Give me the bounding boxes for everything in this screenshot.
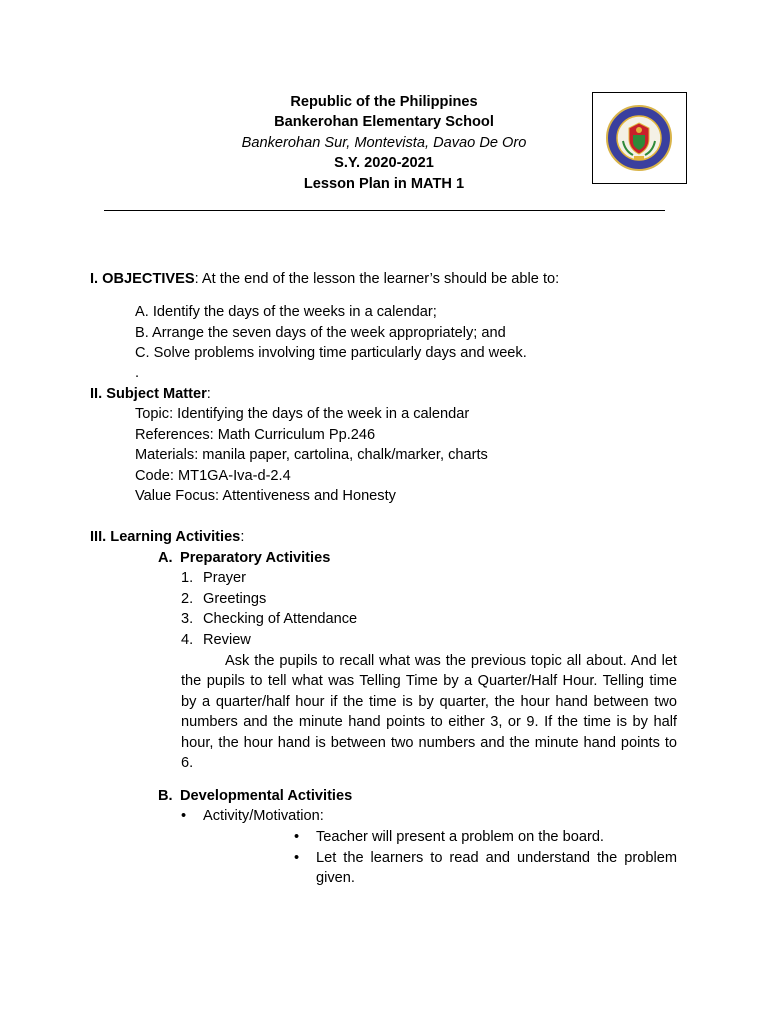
list-text: Let the learners to read and understand the problem given. (316, 850, 677, 887)
list-item (181, 589, 266, 609)
learning-activities-heading-line (90, 527, 244, 547)
list-item (181, 568, 246, 588)
list-text: Prayer (203, 570, 246, 586)
preparatory-title: Preparatory Activities (180, 550, 331, 566)
header-address: Bankerohan Sur, Montevista, Davao De Oro (241, 134, 527, 151)
subject-value-focus: Value Focus: Attentiveness and Honesty (135, 488, 396, 504)
school-seal-frame (592, 92, 687, 184)
review-paragraph: Ask the pupils to recall what was the previous topic all about. And let the pupils to tell what was Telling Time by a Quarter/Half Hour. Telling time by a quarter/half hour if the time is by quarter, the hour hand between two numbers and the minute hand points to either 3, or 9. If the time is by half hour, the hour hand is between two numbers and the minute hand points to 6. (181, 653, 677, 772)
list-number: 3. (181, 611, 194, 627)
subject-topic: Topic: Identifying the days of the week in a calendar (135, 406, 470, 422)
list-number: 4. (181, 632, 194, 648)
header-school-year: S.Y. 2020-2021 (334, 155, 434, 172)
review-paragraph-block (181, 651, 677, 773)
developmental-heading (158, 786, 352, 806)
subject-materials: Materials: manila paper, cartolina, chalk/marker, charts (135, 447, 488, 463)
subject-matter-colon: : (206, 386, 211, 402)
school-seal-icon (603, 101, 676, 175)
learning-activities-colon: : (240, 529, 245, 545)
list-item (294, 827, 604, 847)
subject-references: References: Math Curriculum Pp.246 (135, 427, 376, 443)
developmental-title: Developmental Activities (180, 788, 353, 804)
subject-code: Code: MT1GA-Iva-d-2.4 (135, 468, 291, 484)
list-number: 2. (181, 591, 194, 607)
bullet-icon: • (294, 829, 300, 845)
header-divider (104, 210, 665, 211)
list-number: 1. (181, 570, 194, 586)
list-text: Teacher will present a problem on the board. (316, 829, 604, 845)
list-item (181, 609, 357, 629)
header-country: Republic of the Philippines (290, 94, 478, 110)
objective-item: B. Arrange the seven days of the week appropriately; and (135, 325, 506, 341)
learning-activities-heading: III. Learning Activities (90, 529, 241, 545)
document-header (184, 92, 584, 194)
list-item (181, 630, 251, 650)
list-text: Review (203, 632, 251, 648)
list-text: Activity/Motivation: (203, 808, 324, 824)
bullet-icon: • (181, 808, 187, 824)
list-text: Checking of Attendance (203, 611, 358, 627)
list-item (181, 806, 324, 826)
bullet-icon: • (294, 850, 300, 866)
subject-matter-heading-line (90, 384, 211, 404)
header-school: Bankerohan Elementary School (274, 114, 494, 131)
preparatory-heading (158, 548, 330, 568)
objectives-trailing-dot: . (135, 365, 140, 381)
objectives-heading-line (90, 269, 559, 289)
objectives-heading: I. OBJECTIVES (90, 271, 195, 287)
subject-matter-heading: II. Subject Matter (90, 386, 207, 402)
objective-item: C. Solve problems involving time particularly days and week. (135, 345, 527, 361)
objectives-intro: : At the end of the lesson the learner’s should be able to: (194, 271, 560, 287)
objective-item: A. Identify the days of the weeks in a calendar; (135, 304, 437, 320)
preparatory-letter: A. (158, 550, 173, 566)
header-lesson-title: Lesson Plan in MATH 1 (303, 175, 465, 192)
developmental-letter: B. (158, 788, 173, 804)
list-text: Greetings (203, 591, 267, 607)
